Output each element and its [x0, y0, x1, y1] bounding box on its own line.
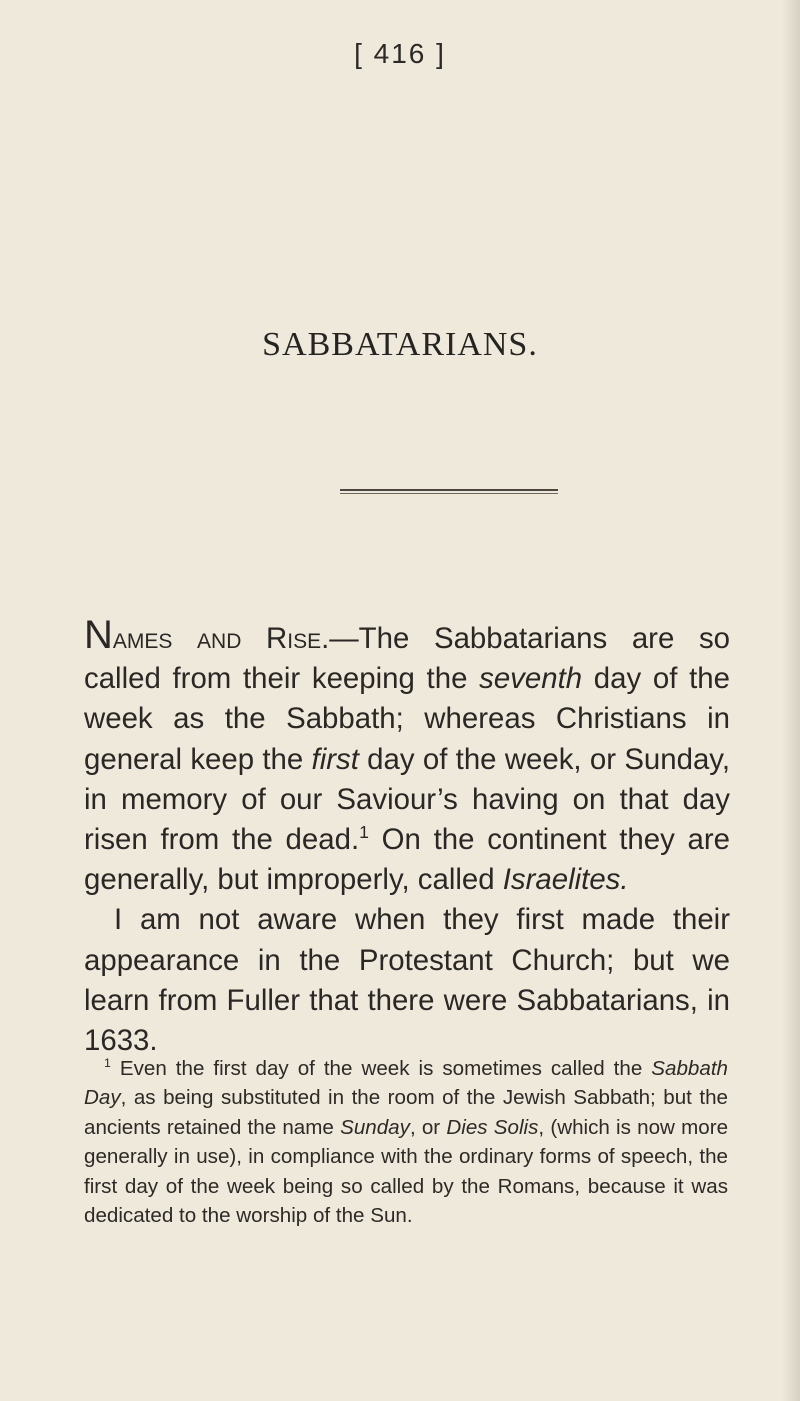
chapter-title: SABBATARIANS. [262, 326, 538, 363]
footnote-reference: 1 [359, 822, 369, 843]
lead-initial: N [84, 613, 113, 657]
page-edge-shadow [782, 0, 800, 1401]
emphasis: Sabbath Day [84, 1057, 728, 1110]
paragraph-names-and-rise [84, 615, 730, 900]
emphasis: Sunday [340, 1115, 410, 1139]
text-run: , (which is now more generally in use), in compliance with the ordinary forms of speech, the first day of the week being so called by the Romans, because it was dedicated to the worship of the Sun. [84, 1115, 729, 1228]
paragraph-fuller: I am not aware when they first made their appearance in the Protestant Church; but we learn from Fuller that there were Sabbatarians, in 1633. [84, 903, 730, 1058]
footnote [84, 1054, 728, 1230]
emphasis: first [311, 742, 359, 776]
text-run: day of the week as the Sabbath; whereas Christians in general keep the [84, 662, 730, 776]
footnote-marker: 1 [104, 1056, 111, 1071]
section-heading: ames and Rise. [112, 622, 330, 655]
emphasis: seventh [479, 662, 583, 696]
body-text [84, 615, 730, 1061]
text-run: day of the week, or Sunday, in memory of our Saviour’s having on that day risen from the dead. [84, 742, 730, 857]
text-run: The Sabbatarians are so called from their keeping the [84, 622, 730, 696]
emphasis: Dies Solis [446, 1115, 539, 1139]
page-number: [ 416 ] [354, 38, 446, 69]
text-run: , as being substituted in the room of the Jewish Sabbath; but the ancients retained the name [84, 1086, 728, 1139]
footnote-paragraph [84, 1054, 728, 1230]
dash: — [329, 622, 359, 655]
divider-rule [340, 489, 558, 494]
text-run: Even the first day of the week is sometimes called the [110, 1057, 652, 1080]
emphasis: Israelites. [502, 863, 629, 897]
text-run: On the continent they are generally, but improperly, called [84, 823, 730, 897]
text-run: , or [409, 1115, 447, 1139]
